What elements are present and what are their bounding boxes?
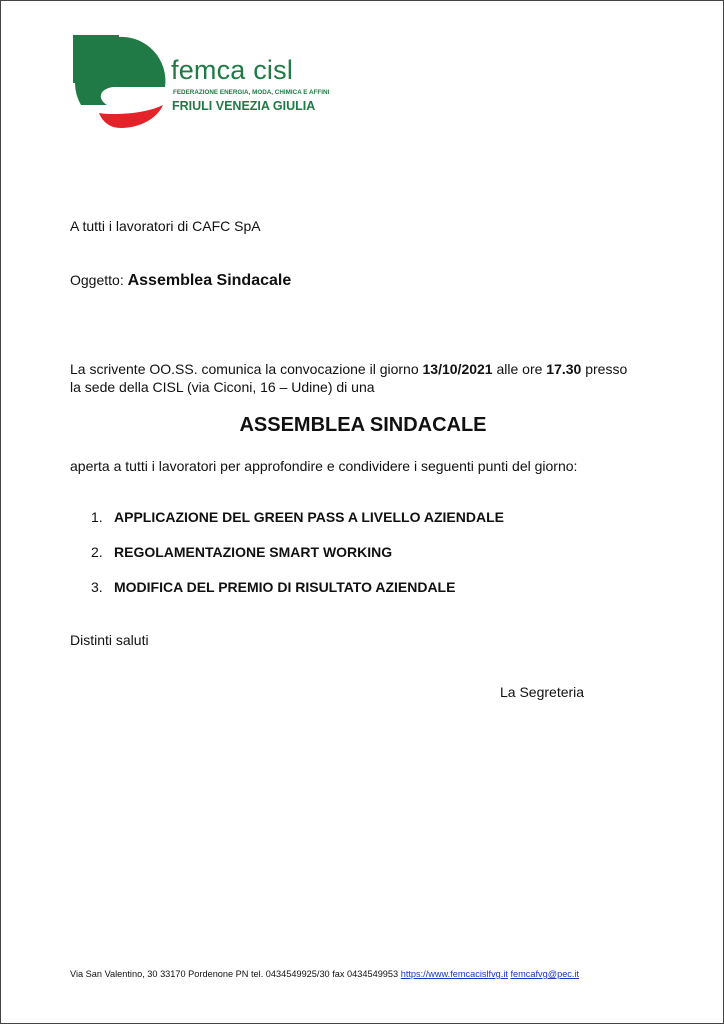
agenda-list bbox=[91, 509, 504, 614]
meeting-date: 13/10/2021 bbox=[422, 361, 493, 377]
brand-subtitle: FEDERAZIONE ENERGIA, MODA, CHIMICA E AFFINI bbox=[173, 89, 330, 96]
agenda-number: 2. bbox=[91, 544, 103, 560]
logo-mark-icon bbox=[73, 35, 169, 131]
meeting-time: 17.30 bbox=[546, 361, 582, 377]
footer bbox=[70, 969, 579, 979]
body-line1-prefix: La scrivente OO.SS. comunica la convocazione il giorno bbox=[70, 361, 419, 377]
body-line1-mid: alle ore bbox=[496, 361, 543, 377]
body-line1-suffix: presso bbox=[585, 361, 628, 377]
footer-website-link[interactable]: https://www.femcacislfvg.it bbox=[400, 969, 508, 979]
body-line-2: la sede della CISL (via Ciconi, 16 – Udine) di una bbox=[70, 379, 375, 395]
agenda-text: REGOLAMENTAZIONE SMART WORKING bbox=[114, 544, 393, 560]
agenda-item bbox=[91, 544, 504, 579]
brand-region: FRIULI VENEZIA GIULIA bbox=[172, 99, 316, 113]
agenda-item bbox=[91, 509, 504, 544]
recipients-line: A tutti i lavoratori di CAFC SpA bbox=[70, 218, 261, 234]
subject-line bbox=[70, 271, 291, 290]
signature: La Segreteria bbox=[500, 684, 585, 700]
agenda-item bbox=[91, 579, 504, 614]
agenda-number: 1. bbox=[91, 509, 103, 525]
brand-name: femca cisl bbox=[171, 55, 294, 85]
closing-line: Distinti saluti bbox=[70, 632, 149, 648]
body-line-1 bbox=[70, 360, 627, 378]
femca-cisl-logo bbox=[73, 35, 333, 131]
footer-email-link[interactable]: femcafvg@pec.it bbox=[510, 969, 580, 979]
intro-line: aperta a tutti i lavoratori per approfondire e condividere i seguenti punti del giorno: bbox=[70, 458, 578, 474]
agenda-text: APPLICAZIONE DEL GREEN PASS A LIVELLO AZIENDALE bbox=[114, 509, 504, 525]
assembly-heading: ASSEMBLEA SINDACALE bbox=[239, 414, 487, 436]
agenda-text: MODIFICA DEL PREMIO DI RISULTATO AZIENDALE bbox=[114, 579, 456, 595]
agenda-number: 3. bbox=[91, 579, 103, 595]
subject-label: Oggetto: bbox=[70, 272, 124, 288]
body-paragraph bbox=[70, 360, 627, 396]
footer-address: Via San Valentino, 30 33170 Pordenone PN tel. 0434549925/30 fax 0434549953 bbox=[70, 969, 399, 979]
subject-value: Assemblea Sindacale bbox=[127, 272, 292, 289]
